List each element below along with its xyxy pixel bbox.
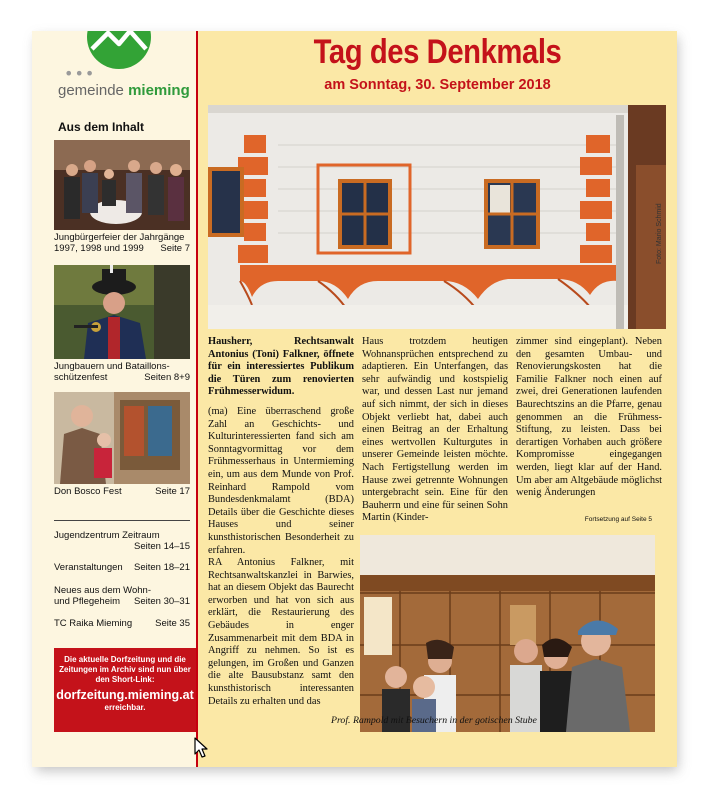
logo-mark-icon [86, 31, 152, 71]
promo-end: erreichbar. [104, 703, 146, 712]
toc-caption-2: Jungbauern und Bataillons- schützenfest Seiten 8+9 [54, 361, 190, 383]
house-facade-photo[interactable] [208, 105, 666, 329]
toc-entry-pflegeheim[interactable]: Neues aus dem Wohn- und Pflegeheim Seiten 30–31 [54, 585, 190, 607]
mouse-cursor-icon [194, 737, 208, 759]
article-column-3-text: zimmer sind eingeplant). Neben den gesamten Umbau- und Renovierungskosten hat die Familie Falkner noch einen auf zwei, drei Generationen laufenden Baurechtszins an die Pfarre, genau genommen an die Frühmess-Stiftung, zu leisten. Dass bei derartigen Vorhaben auch größere Kompromisse eingegangen werden, liegt klar auf der Hand. Um aber am Altgebäude möglichst wenig Änderungen [516, 336, 662, 499]
toc-caption-3: Don Bosco Fest Seite 17 [54, 486, 190, 497]
continued-note[interactable]: Fortsetzung auf Seite 5 [584, 516, 652, 523]
toc-entry-veranstaltungen[interactable]: Veranstaltungen Seiten 18–21 [54, 562, 190, 573]
logo-dots: ••• [64, 64, 96, 83]
promo-link[interactable]: dorfzeitung.mieming.at [56, 688, 194, 702]
article-column-2 [362, 336, 508, 525]
toc-photo-don-bosco[interactable] [54, 392, 190, 484]
toc-photo-schuetzenfest[interactable] [54, 265, 190, 359]
toc-title: Aus dem Inhalt [58, 120, 145, 134]
article-subtitle: am Sonntag, 30. September 2018 [324, 77, 551, 93]
article-column-1 [208, 336, 354, 708]
article-paragraph-1: (ma) Eine überraschend große Zahl an Geschichts- und Kulturinteressierten fand sich am Sonntagvormittag vor dem Frühmesserhaus in Untermieming ein, um aus dem Munde von Prof. Reinhard Rampold vom Bundesdenkmalamt (BDA) Details über die Geschichte dieses Hauses und seiner kunsthistorischen Besonderheit zu erfahren. [208, 405, 354, 556]
article-lead: Hausherr, Rechtsanwalt Antonius (Toni) Falkner, öffnete für ein interessiertes Publikum die Türen zum renovierten Frühmesserwidum. [208, 336, 354, 398]
toc-photo-jungbuergerfeier[interactable] [54, 140, 190, 230]
photo-credit: Foto: Mario Schmid [656, 203, 663, 264]
photo2-caption: Prof. Rampold mit Besuchern in der gotischen Stube [331, 715, 537, 726]
sidebar [32, 31, 196, 767]
toc-caption-1: Jungbürgerfeier der Jahrgänge 1997, 1998 und 1999 Seite 7 [54, 232, 190, 254]
toc-divider [54, 520, 190, 521]
toc-entry-tc-raika[interactable]: TC Raika Mieming Seite 35 [54, 618, 190, 629]
article-title: Tag des Denkmals [313, 33, 562, 71]
toc-entry-jugendzentrum[interactable]: Jugendzentrum Zeitraum Seiten 14–15 [54, 530, 190, 552]
article-paragraph-2: RA Antonius Falkner, mit Rechtsanwaltskanzlei in Barwies, hat an diesem Objekt das Baurecht erworben und hat von sich aus erklärt, die Restaurierung des Gebäudes in enger Zusammenarbeit mit dem BDA in Angriff zu nehmen. So ist es gelungen, im Großen und Ganzen die alte Bausubstanz samt den kunsthistorisch interessanten Details zu erhalten und das [208, 557, 354, 707]
article-column-3 [516, 336, 662, 500]
archive-promo-box [54, 648, 196, 732]
logo-text: gemeinde mieming [58, 82, 190, 99]
gothic-room-photo[interactable] [360, 535, 655, 732]
promo-text: Die aktuelle Dorfzeitung und die Zeitungen im Archiv sind nun über den Short-Link: [59, 655, 191, 684]
article-column-2-text: Haus trotzdem heutigen Wohnansprüchen entsprechend zu adaptieren. Ein Unterfangen, das sehr aufwändig und kostspielig war, und dessen Last nur jemand auf sich nimmt, der sich in dieses Objekt verliebt hat, dabei auch einen Beitrag an der Erhaltung eines wertvollen Kulturgutes in unserer Gemeinde leisten möchte. Nach Fertigstellung werden im Hause zwei getrennte Wohnungen untergebracht sein. Eine für den Bauherrn und eine für seinen Sohn Martin (Kinder- [362, 336, 508, 524]
